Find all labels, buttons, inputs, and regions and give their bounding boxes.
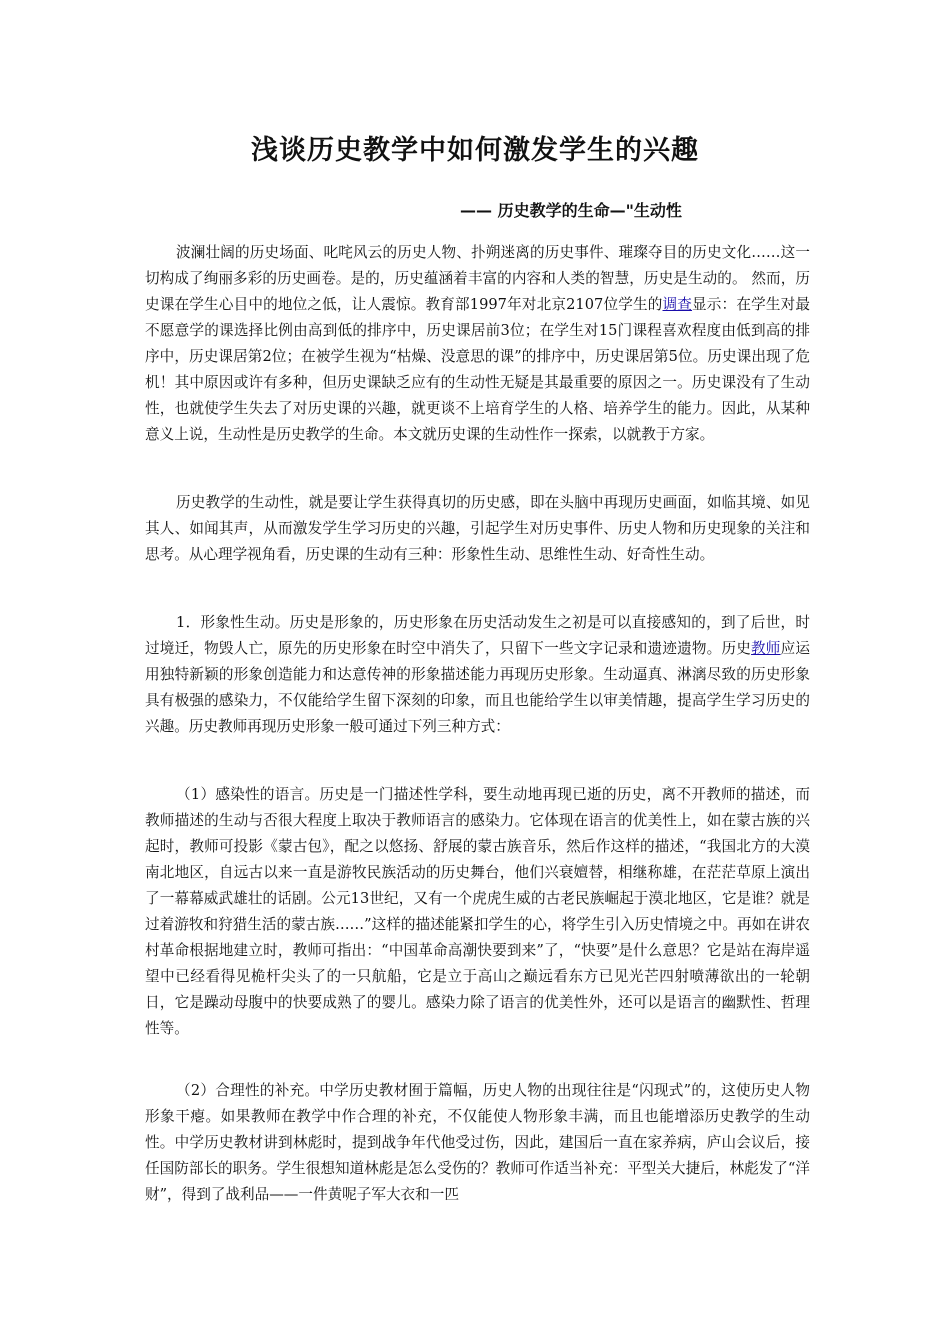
document-title: 浅谈历史教学中如何激发学生的兴趣 [251, 135, 699, 166]
paragraph-text: （2）合理性的补充。中学历史教材囿于篇幅，历史人物的出现往往是“闪现式”的，这使历史人物形象干瘪。如果教师在教学中作合理的补充，不仅能使人物形象丰满，而且也能增添历史教学的生动性。中学历史教材讲到林彪时，提到战争年代他受过伤，因此，建国后一直在家养病，庐山会议后，接任国防部长的职务。学生很想知道林彪是怎么受伤的？教师可作适当补充：平型关大捷后，林彪发了“洋财”，得到了战利品——一件黄呢子军大衣和一匹 [145, 1082, 810, 1203]
paragraph-vividness [145, 490, 810, 568]
paragraph-text: 应运用独特新颖的形象创造能力和达意传神的形象描述能力再现历史形象。生动逼真、淋漓尽致的历史形象具有极强的感染力，不仅能给学生留下深刻的印象，而且也能给学生以审美情趣，提高学生学习历史的兴趣。历史教师再现历史形象一般可通过下列三种方式： [145, 640, 810, 735]
paragraph-language [145, 782, 810, 1042]
paragraph-image-vividness [145, 610, 810, 740]
teacher-link[interactable]: 教师 [751, 640, 781, 657]
survey-link[interactable]: 调查 [662, 296, 693, 313]
paragraph-text: （1）感染性的语言。历史是一门描述性学科，要生动地再现已逝的历史，离不开教师的描述，而教师描述的生动与否很大程度上取决于教师语言的感染力。它体现在语言的优美性上，如在蒙古族的兴起时，教师可投影《蒙古包》，配之以悠扬、舒展的蒙古族音乐，然后作这样的描述，“我国北方的大漠南北地区，自远古以来一直是游牧民族活动的历史舞台，他们兴衰嬗替，相继称雄，在茫茫草原上演出了一幕幕威武雄壮的话剧。公元13世纪，又有一个虎虎生威的古老民族崛起于漠北地区，它是谁？就是过着游牧和狩猎生活的蒙古族……”这样的描述能紧扣学生的心，将学生引入历史情境之中。再如在讲农村革命根据地建立时，教师可指出：“中国革命高潮快要到来”了，“快要”是什么意思？它是站在海岸遥望中已经看得见桅杆尖头了的一只航船，它是立于高山之巅远看东方已见光芒四射喷薄欲出的一轮朝日，它是躁动母腹中的快要成熟了的婴儿。感染力除了语言的优美性外，还可以是语言的幽默性、哲理性等。 [145, 786, 810, 1037]
paragraph-intro [145, 240, 810, 448]
paragraph-text: 显示：在学生对最不愿意学的课选择比例由高到低的排序中，历史课居前3位；在学生对15门课程喜欢程度由低到高的排序中，历史课居第2位；在被学生视为“枯燥、没意思的课”的排序中，历史课居第5位。历史课出现了危机！其中原因或许有多种，但历史课缺乏应有的生动性无疑是其最重要的原因之一。历史课没有了生动性，也就使学生失去了对历史课的兴趣，就更谈不上培育学生的人格、培养学生的能力。因此，从某种意义上说，生动性是历史教学的生命。本文就历史课的生动性作一探索，以就教于方家。 [145, 296, 810, 443]
paragraph-text: 历史教学的生动性，就是要让学生获得真切的历史感，即在头脑中再现历史画面，如临其境、如见其人、如闻其声，从而激发学生学习历史的兴趣，引起学生对历史事件、历史人物和历史现象的关注和思考。从心理学视角看，历史课的生动有三种：形象性生动、思维性生动、好奇性生动。 [145, 494, 810, 563]
paragraph-text: 1．形象性生动。历史是形象的，历史形象在历史活动发生之初是可以直接感知的，到了后世，时过境迁，物毁人亡，原先的历史形象在时空中消失了，只留下一些文字记录和遗迹遗物。历史 [145, 614, 810, 657]
paragraph-text: 波澜壮阔的历史场面、叱咤风云的历史人物、扑朔迷离的历史事件、璀璨夺目的历史文化……这一切构成了绚丽多彩的历史画卷。是的，历史蕴涵着丰富的内容和人类的智慧，历史是生动的。 然而，历史课在学生心目中的地位之低，让人震惊。教育部1997年对北京2107位学生的 [145, 244, 810, 313]
paragraph-supplement [145, 1078, 810, 1208]
document-subtitle: —— 历史教学的生命—"生动性 [460, 201, 682, 220]
